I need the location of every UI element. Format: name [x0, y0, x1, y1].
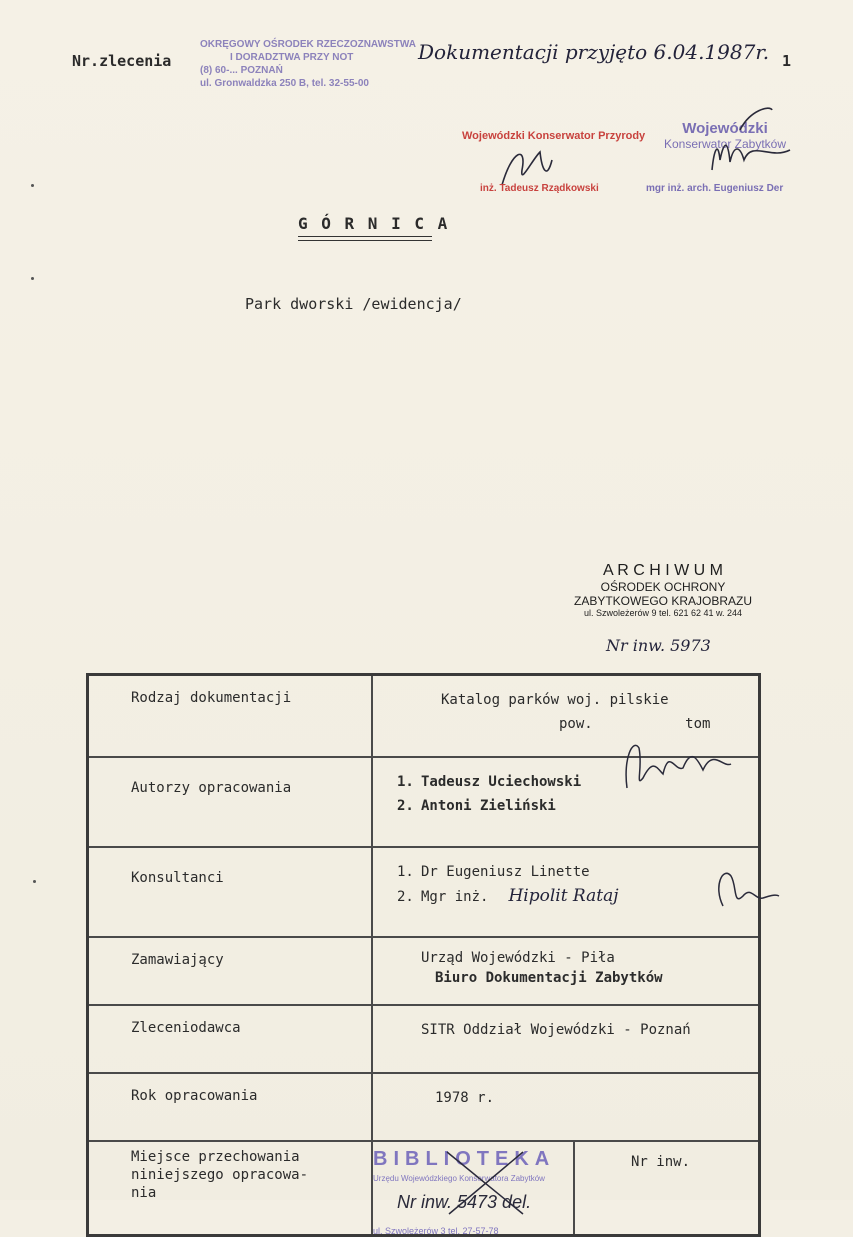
nature-stamp-title: Wojewódzki Konserwator Przyrody	[462, 130, 646, 142]
archive-line: ul. Szwoleżerów 9 tel. 621 62 41 w. 244	[583, 608, 743, 618]
office-stamp	[200, 38, 416, 90]
client-label: Zamawiający	[88, 937, 373, 1005]
table-row	[88, 1073, 760, 1141]
library-cross-mark	[443, 1148, 533, 1218]
library-stamp-sub: Urzędu Wojewódzkiego Konserwatora Zabytków	[373, 1174, 545, 1183]
title-underline	[298, 236, 432, 237]
table-row	[88, 847, 760, 937]
client-line: Urząd Wojewódzki - Piła	[421, 950, 615, 966]
consultant-signature	[703, 856, 783, 916]
archive-stamp	[556, 562, 770, 618]
monuments-stamp-name: mgr inż. arch. Eugeniusz Der	[646, 183, 784, 194]
author-signature	[613, 728, 743, 798]
consultants-value	[372, 847, 760, 937]
office-stamp-line: ul. Gronwaldzka 250 B, tel. 32-55-00	[200, 78, 369, 89]
consultants-label: Konsultanci	[88, 847, 373, 937]
handwritten-receipt-note: Dokumentacji przyjęto 6.04.1987r.	[418, 40, 770, 64]
nature-stamp-name: inż. Tadeusz Rządkowski	[480, 183, 599, 194]
office-stamp-line: OKRĘGOWY OŚRODEK RZECZOZNAWSTWA	[200, 39, 416, 50]
table-row	[88, 1005, 760, 1073]
monuments-stamp-title: Wojewódzki	[682, 120, 768, 137]
page-title: G Ó R N I C A	[298, 214, 450, 233]
storage-value	[372, 1141, 574, 1236]
authors-label: Autorzy opracowania	[88, 757, 373, 847]
order-label: Nr.zlecenia	[72, 52, 172, 70]
consultant-name: Dr Eugeniusz Linette	[421, 864, 590, 880]
title-underline	[298, 240, 432, 241]
storage-label-line: nia	[131, 1185, 157, 1201]
archive-inventory-number: Nr inw. 5973	[606, 636, 711, 655]
author-number: 2.	[397, 798, 414, 814]
doc-type-pow: pow.	[559, 716, 593, 732]
punch-hole	[31, 277, 34, 280]
table-row	[88, 1141, 760, 1236]
storage-label-line: niniejszego opracowa-	[131, 1167, 309, 1183]
inventory-cell	[574, 1141, 760, 1236]
year-text: 1978 r.	[435, 1090, 495, 1106]
author-name: Tadeusz Uciechowski	[421, 774, 582, 790]
author-name: Antoni Zieliński	[421, 798, 556, 814]
office-stamp-line: I DORADZTWA PRZY NOT	[230, 52, 354, 63]
author-number: 1.	[397, 774, 414, 790]
doc-type-label: Rodzaj dokumentacji	[88, 675, 373, 758]
library-stamp-title: BIBLIOTEKA	[373, 1148, 556, 1170]
punch-hole	[33, 880, 36, 883]
year-label: Rok opracowania	[88, 1073, 373, 1141]
client-line: Biuro Dokumentacji Zabytków	[435, 970, 663, 986]
punch-hole	[31, 184, 34, 187]
library-inventory-number: Nr inw. 5473 del.	[397, 1192, 532, 1212]
contractor-label: Zleceniodawca	[88, 1005, 373, 1073]
doc-type-tom: tom	[685, 716, 711, 732]
consultant-number: 1.	[397, 864, 414, 880]
office-stamp-line: (8) 60-... POZNAŃ	[200, 65, 283, 76]
archive-line: ZABYTKOWEGO KRAJOBRAZU	[573, 594, 753, 608]
consultant-name: Mgr inż.	[421, 889, 489, 905]
archive-title: A R C H I W U M	[603, 562, 723, 579]
table-row	[88, 757, 760, 847]
page-number: 1	[782, 52, 792, 70]
doc-type-line: Katalog parków woj. pilskie	[441, 692, 669, 708]
consultant-number: 2.	[397, 889, 414, 905]
storage-label	[88, 1141, 373, 1236]
signature-monuments	[700, 100, 800, 180]
authors-value	[372, 757, 760, 847]
monuments-stamp-subtitle: Konserwator Zabytków	[663, 137, 787, 151]
storage-label-line: Miejsce przechowania	[131, 1149, 300, 1165]
contractor-text: SITR Oddział Wojewódzki - Poznań	[421, 1022, 691, 1038]
year-value	[372, 1073, 760, 1141]
subtitle: Park dworski /ewidencja/	[245, 295, 462, 313]
inventory-label: Nr inw.	[631, 1154, 691, 1170]
consultant-handwritten-name: Hipolit Rataj	[508, 886, 619, 906]
table-row	[88, 937, 760, 1005]
library-stamp-address: ul. Szwoleżerów 3 tel. 27-57-78	[373, 1226, 499, 1236]
archive-line: OŚRODEK OCHRONY	[600, 580, 726, 594]
documentation-table	[86, 673, 761, 1237]
contractor-value	[372, 1005, 760, 1073]
client-value	[372, 937, 760, 1005]
